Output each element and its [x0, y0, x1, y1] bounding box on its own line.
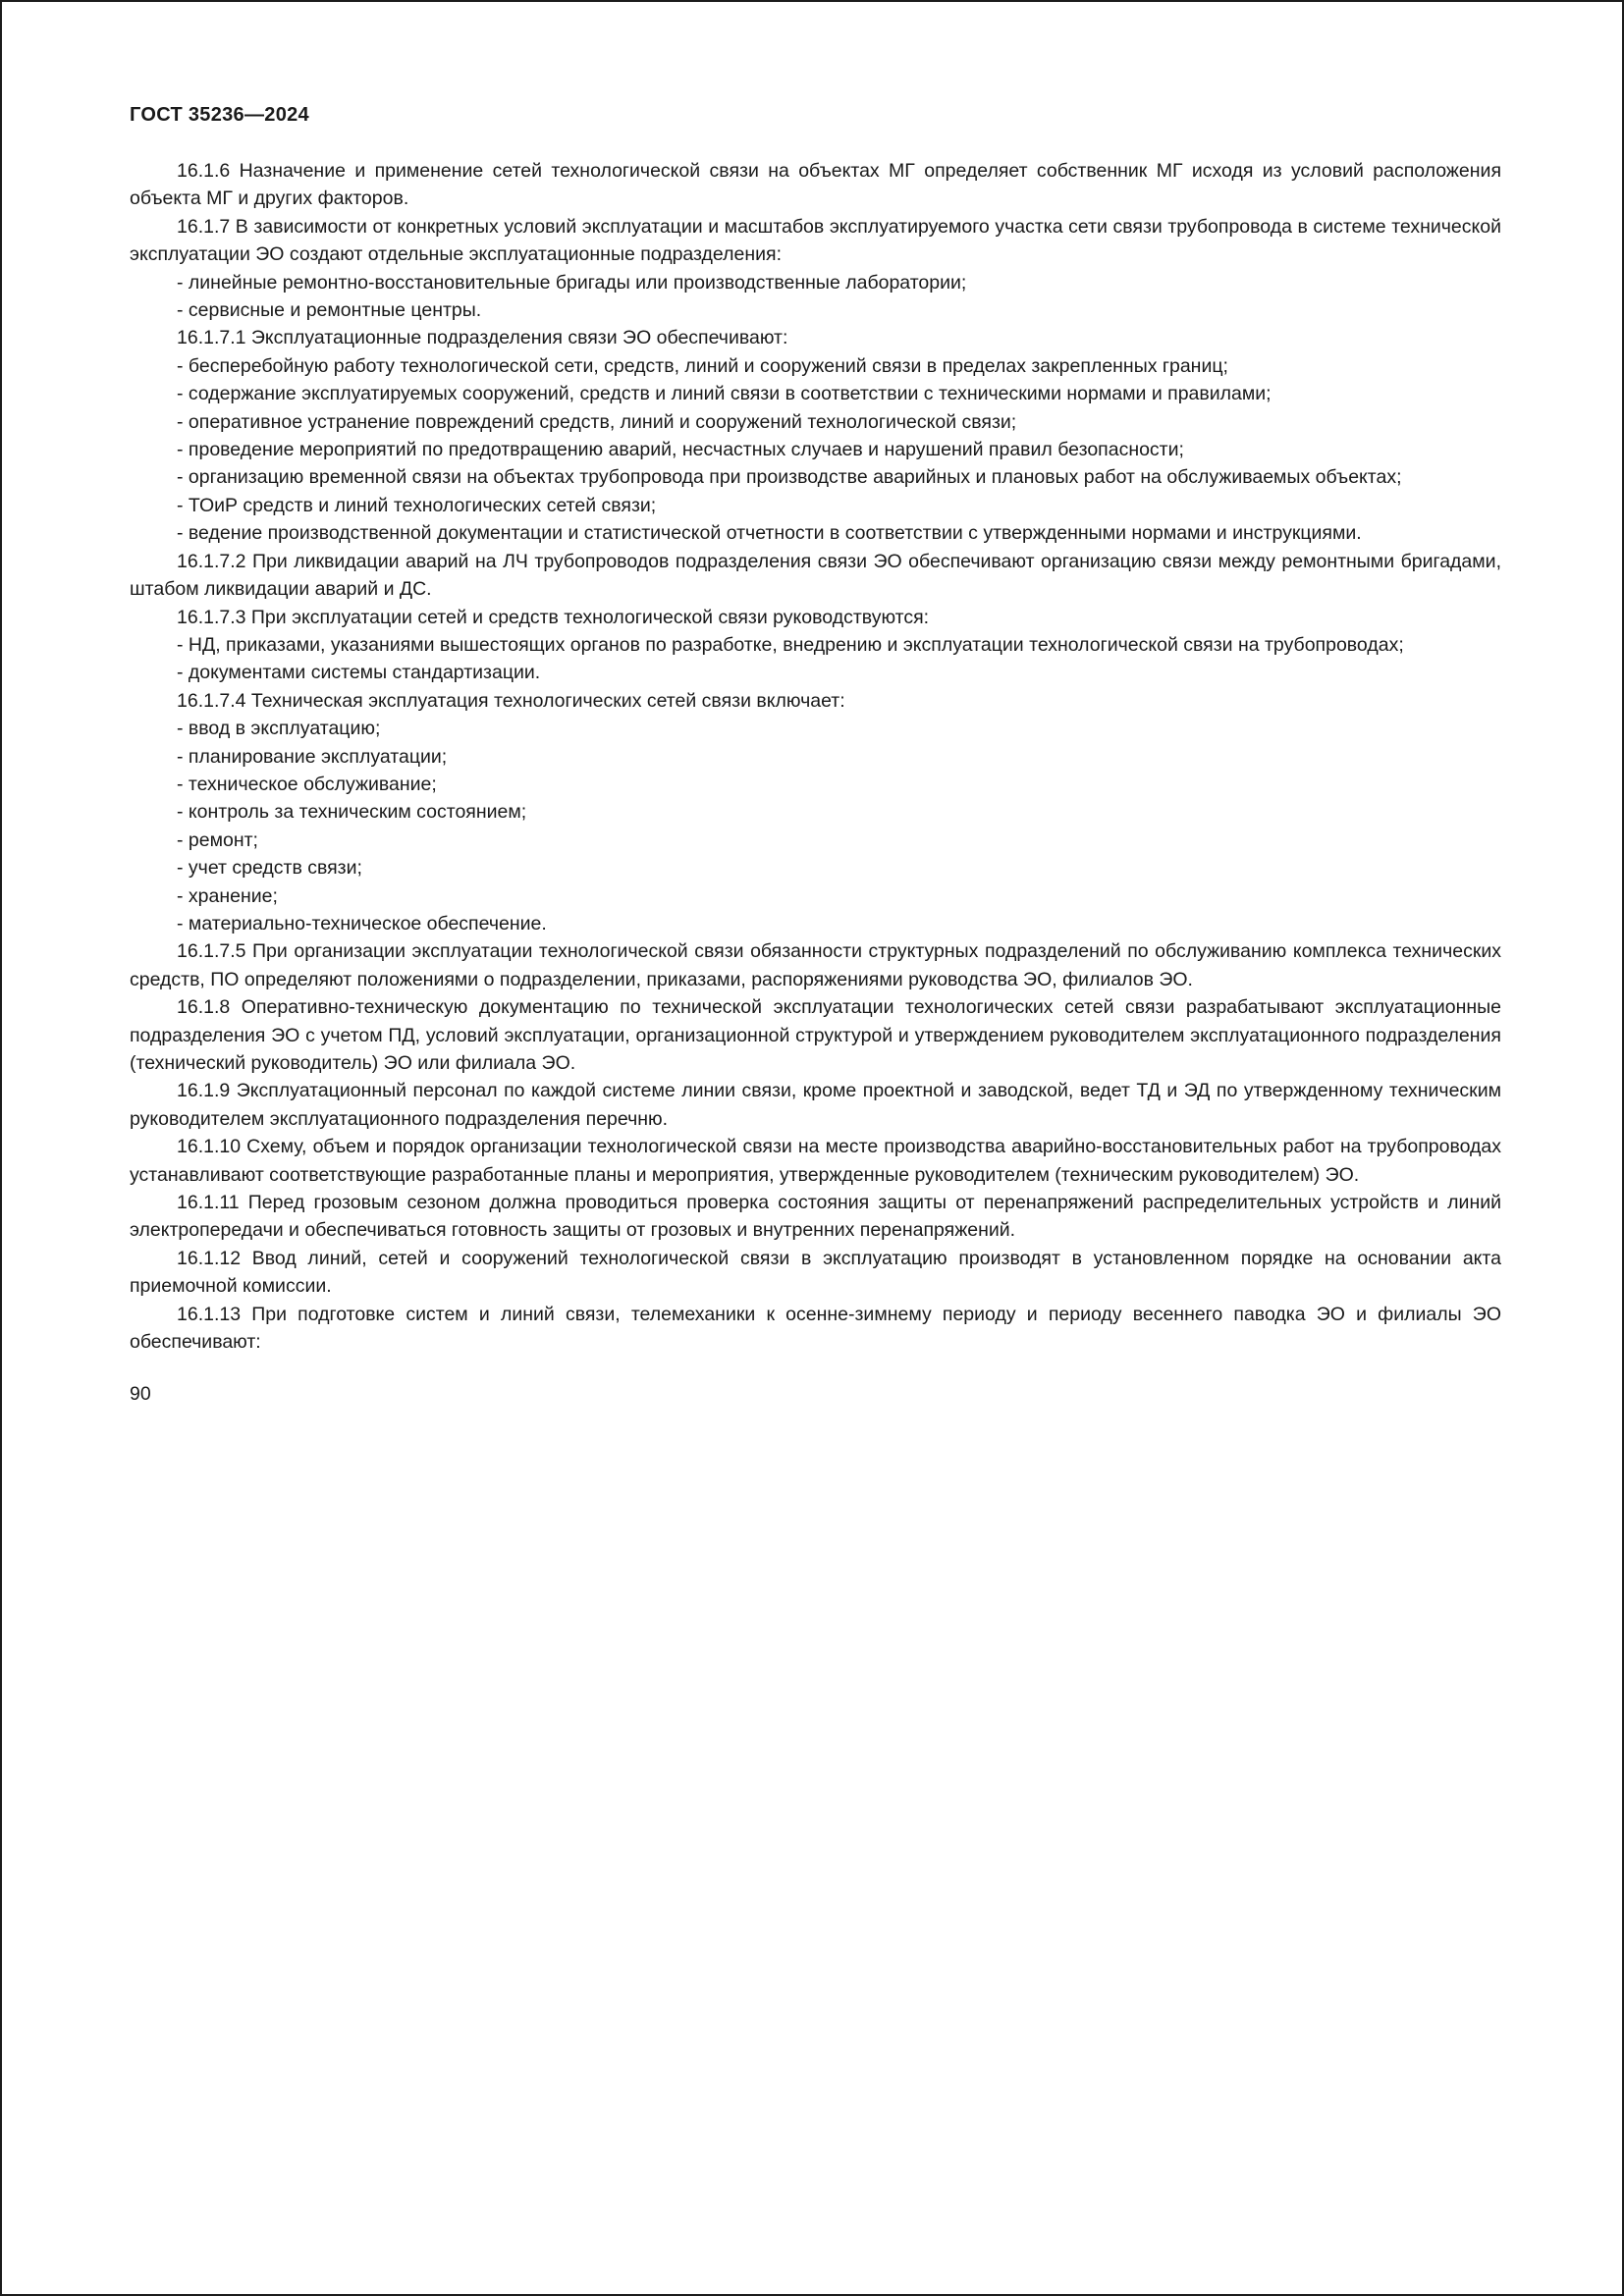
- document-header: ГОСТ 35236—2024: [130, 104, 309, 126]
- content-area: [130, 103, 1501, 1356]
- paragraph: - планирование эксплуатации;: [177, 745, 448, 768]
- paragraph: 16.1.10 Схему, объем и порядок организации технологической связи на месте производства аварийно-восстановительных работ на трубопроводах устанавливают соответствующие разработанные планы и мероприятия, утвержденные руководителем (техническим руководителем) ЭО.: [130, 1136, 1501, 1186]
- paragraph: - организацию временной связи на объектах трубопровода при производстве аварийных и плановых работ на обслуживаемых объектах;: [177, 466, 1402, 489]
- paragraph: 16.1.7.5 При организации эксплуатации технологической связи обязанности структурных подразделений по обслуживанию комплекса технических средств, ПО определяют положениями о подразделении, приказами, распоряжениями руководства ЭО, филиалов ЭО.: [130, 940, 1501, 990]
- paragraph: - проведение мероприятий по предотвращению аварий, несчастных случаев и нарушений правил безопасности;: [177, 439, 1184, 461]
- paragraph: 16.1.13 При подготовке систем и линий связи, телемеханики к осенне-зимнему периоду и периоду весеннего паводка ЭО и филиалы ЭО обеспечивают:: [130, 1303, 1501, 1354]
- paragraph: 16.1.7.1 Эксплуатационные подразделения связи ЭО обеспечивают:: [177, 327, 788, 349]
- paragraph: - контроль за техническим состоянием;: [177, 801, 527, 824]
- paragraph: 16.1.12 Ввод линий, сетей и сооружений технологической связи в эксплуатацию производят в установленном порядке на основании акта приемочной комиссии.: [130, 1247, 1501, 1298]
- paragraph: - содержание эксплуатируемых сооружений, средств и линий связи в соответствии с техническими нормами и правилами;: [177, 383, 1272, 405]
- paragraph: 16.1.8 Оперативно-техническую документацию по технической эксплуатации технологических сетей связи разрабатывают эксплуатационные подразделения ЭО с учетом ПД, условий эксплуатации, организационной структурой и утверждением руководителем эксплуатационного подразделения (технический руководитель) ЭО или филиала ЭО.: [130, 996, 1501, 1074]
- paragraph: 16.1.7 В зависимости от конкретных условий эксплуатации и масштабов эксплуатируемого участка сети связи трубопровода в системе технической эксплуатации ЭО создают отдельные эксплуатационные подразделения:: [130, 215, 1501, 266]
- page-number: 90: [130, 1383, 151, 1405]
- paragraph: 16.1.11 Перед грозовым сезоном должна проводиться проверка состояния защиты от перенапряжений распределительных устройств и линий электропередачи и обеспечиваться готовность защиты от грозовых и внутренних перенапряжений.: [130, 1192, 1501, 1242]
- paragraph: - учет средств связи;: [177, 857, 362, 880]
- paragraph: - ремонт;: [177, 828, 258, 851]
- paragraph: 16.1.6 Назначение и применение сетей технологической связи на объектах МГ определяет собственник МГ исходя из условий расположения объекта МГ и других факторов.: [130, 160, 1501, 210]
- paragraph: - хранение;: [177, 884, 278, 907]
- paragraph: - сервисные и ремонтные центры.: [177, 299, 482, 322]
- paragraph: - линейные ремонтно-восстановительные бригады или производственные лаборатории;: [177, 271, 967, 294]
- paragraph: - НД, приказами, указаниями вышестоящих органов по разработке, внедрению и эксплуатации технологической связи на трубопроводах;: [177, 633, 1404, 656]
- paragraph: 16.1.7.3 При эксплуатации сетей и средств технологической связи руководствуются:: [177, 606, 930, 628]
- paragraph: - ТОиР средств и линий технологических сетей связи;: [177, 494, 657, 516]
- paragraph: 16.1.7.2 При ликвидации аварий на ЛЧ трубопроводов подразделения связи ЭО обеспечивают организацию связи между ремонтными бригадами, штабом ликвидации аварий и ДС.: [130, 550, 1501, 601]
- document-body: [130, 157, 1501, 1356]
- paragraph: - бесперебойную работу технологической сети, средств, линий и сооружений связи в пределах закрепленных границ;: [177, 354, 1228, 377]
- paragraph: 16.1.7.4 Техническая эксплуатация технологических сетей связи включает:: [177, 689, 845, 712]
- paragraph: - ведение производственной документации и статистической отчетности в соответствии с утвержденными нормами и инструкциями.: [177, 522, 1362, 545]
- paragraph: - документами системы стандартизации.: [177, 662, 541, 684]
- paragraph: - ввод в эксплуатацию;: [177, 718, 381, 740]
- paragraph: - материально-техническое обеспечение.: [177, 912, 547, 934]
- paragraph: - техническое обслуживание;: [177, 773, 437, 795]
- paragraph: - оперативное устранение повреждений средств, линий и сооружений технологической связи;: [177, 410, 1017, 433]
- paragraph: 16.1.9 Эксплуатационный персонал по каждой системе линии связи, кроме проектной и заводской, ведет ТД и ЭД по утвержденному техническим руководителем эксплуатационного подразделения перечню.: [130, 1080, 1501, 1130]
